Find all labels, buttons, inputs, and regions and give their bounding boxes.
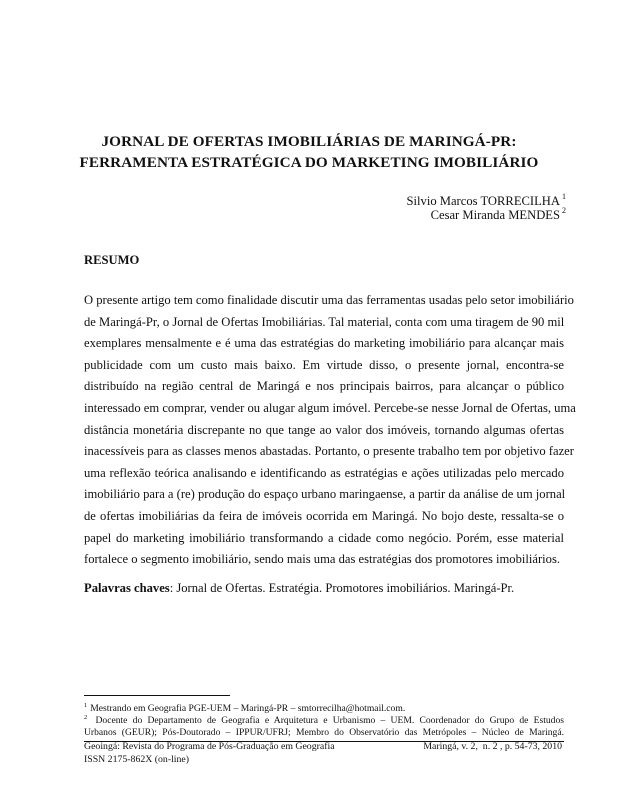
abstract-line: imobiliário para a (re) produção do espaço urbano maringaense, a partir da análise de um jornal [84,487,566,502]
keywords-label: Palavras chaves [84,581,170,595]
abstract-line: inacessíveis para as classes menos abastadas. Portanto, o presente trabalho tem por objetivo fazer [84,444,574,459]
abstract-line: de Maringá-Pr, o Jornal de Ofertas Imobiliárias. Tal material, conta com uma tiragem de 90 mil [84,314,565,329]
footnote-marker: 2 [562,206,566,215]
abstract-heading: RESUMO [84,253,140,267]
abstract-line: O presente artigo tem como finalidade discutir uma das ferramentas usadas pelo setor imobiliário [84,293,574,307]
abstract-line: de ofertas imobiliárias da feira de imóveis ocorrida em Maringá. No bojo deste, ressalta-se o [84,508,564,523]
abstract-body [84,290,576,571]
abstract-line: papel do marketing imobiliário transformando a cidade como negócio. Porém, esse material [84,530,564,545]
footnote-marker: 2 [84,714,88,721]
issn: ISSN 2175-862X (on-line) [84,753,190,765]
footnote-text: Urbanos (GEUR); Pós-Doutorado – IPPUR/UFRJ; Membro do Observatório das Metrópoles – Núcleo de Maringá. [84,727,564,739]
footnote-text: Mestrando em Geografia PGE-UEM – Maringá-PR – smtorrecilha@hotmail.com. [90,703,406,714]
footnote-separator [84,695,230,696]
keywords-text: : Jornal de Ofertas. Estratégia. Promotores imobiliários. Maringá-Pr. [169,581,515,595]
footnote-marker: 1 [562,192,566,201]
author-name: Silvio Marcos TORRECILHA [406,194,560,208]
keywords [84,581,514,596]
abstract-line: distância monetária discrepante no que tange ao valor dos imóveis, tornando algumas ofertas [84,422,564,437]
author-name: Cesar Miranda MENDES [430,208,560,222]
paper-title-line-2: FERRAMENTA ESTRATÉGICA DO MARKETING IMOBILIÁRIO [79,154,539,171]
abstract-line: interessado em comprar, vender ou alugar algum imóvel. Percebe-se nesse Jornal de Ofertas, uma [84,400,576,415]
footnote-text: Docente do Departamento de Geografia e Arquitetura e Urbanismo – UEM. Coordenador do Grupo de Estudos [95,715,564,726]
abstract-line: distribuído na região central de Maringá e nos principais bairros, para alcançar o público [84,379,564,394]
abstract-line: uma reflexão teórica analisando e identificando as estratégias e ações utilizadas pelo mercado [84,465,564,480]
journal-name: Geoingá: Revista do Programa de Pós-Graduação em Geografia [84,741,335,752]
paper-title-line-1: JORNAL DE OFERTAS IMOBILIÁRIAS DE MARINGÁ-PR: [101,133,517,150]
author-2 [431,206,566,223]
footnote-2 [84,712,564,740]
abstract-line: exemplares mensalmente e é uma das estratégias do marketing imobiliário para alcançar mais [84,336,564,351]
citation-info: Maringá, v. 2, n. 2 , p. 54-73, 2010 [423,741,562,752]
footnote-marker: 1 [84,702,88,709]
abstract-line: fortalece o segmento imobiliário, sendo mais uma das estratégias dos promotores imobiliários. [84,552,561,567]
abstract-line: publicidade com um custo mais baixo. Em virtude disso, o presente jornal, encontra-se [84,357,564,372]
page-footer [84,741,562,767]
